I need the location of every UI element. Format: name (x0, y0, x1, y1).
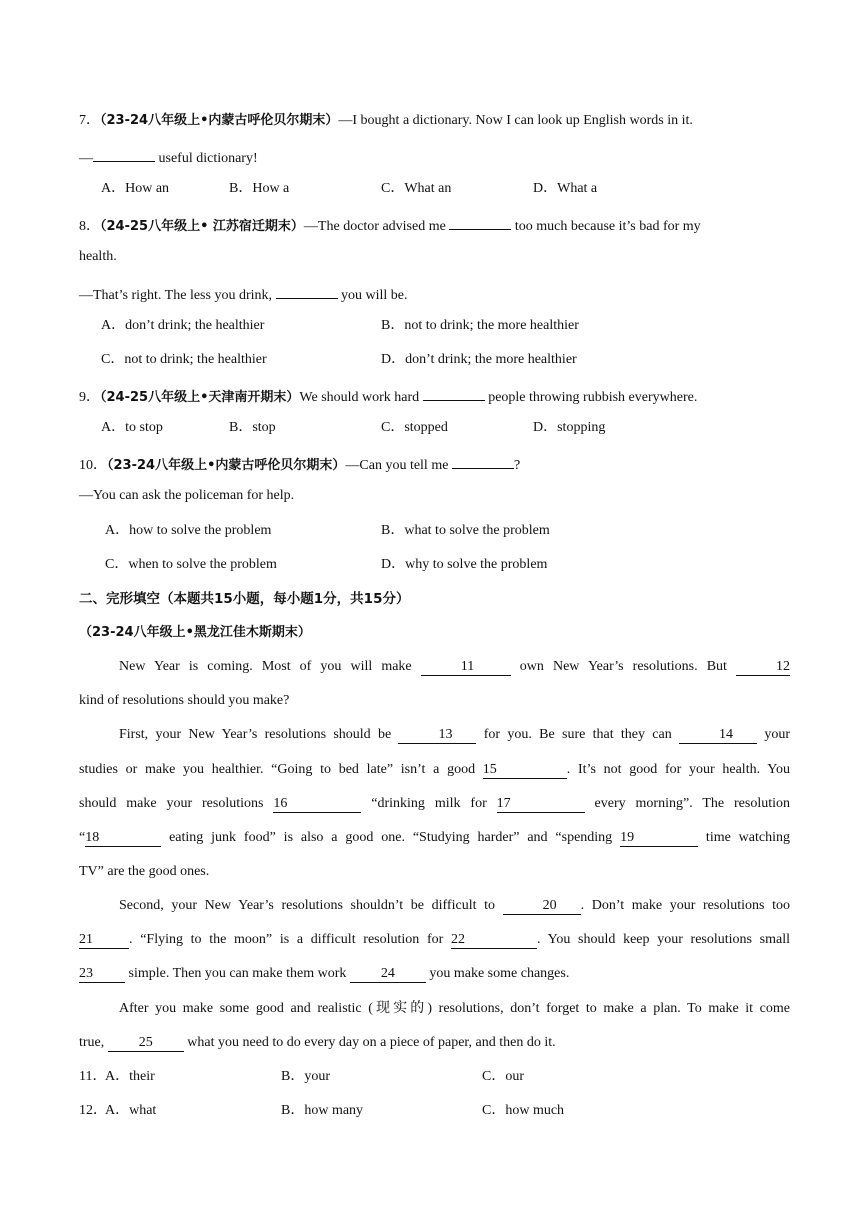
passage-line: kind of resolutions should you make? (79, 693, 290, 708)
q10-stem (79, 451, 790, 473)
q11-option-b[interactable]: B．your (281, 1069, 330, 1084)
passage-line (79, 1032, 790, 1054)
q10-source: （23-24八年级上•内蒙古呼伦贝尔期末） (107, 458, 346, 473)
passage-text: simple. Then you can make them work (125, 966, 350, 981)
passage-line (79, 929, 790, 951)
passage-text: own New Year’s resolutions. But (510, 659, 736, 674)
q10-stem-text: —Can you tell me (345, 458, 452, 473)
passage-text: should make your resolutions (79, 796, 274, 811)
q8-option-d[interactable]: D．don’t drink; the more healthier (381, 352, 577, 367)
blank-25[interactable]: 25 (108, 1034, 184, 1052)
q7-option-a[interactable]: A．How an (101, 181, 170, 196)
q8-number: 8． (79, 219, 100, 234)
blank-13[interactable]: 13 (398, 726, 476, 744)
blank-12[interactable]: 12 (736, 658, 790, 676)
q11-option-a[interactable]: A．their (105, 1069, 155, 1084)
passage-text: your (757, 727, 790, 742)
passage-text: “ (79, 830, 86, 845)
blank-17[interactable]: 17 (497, 795, 585, 813)
blank-20[interactable]: 20 (503, 897, 581, 915)
passage-text: . Don’t make your resolutions too (580, 898, 790, 913)
q12-option-c[interactable]: C．how much (482, 1103, 565, 1118)
q9-option-d[interactable]: D．stopping (533, 420, 606, 435)
q7-stem-line2 (79, 144, 790, 166)
q8-stem-text2: too much because it’s bad for my (511, 219, 701, 234)
q8-option-b[interactable]: B．not to drink; the more healthier (381, 318, 579, 333)
passage-text: . It’s not good for your health. You (566, 762, 790, 777)
section-heading: 二、完形填空（本题共15小题，每小题1分，共15分） (79, 591, 410, 607)
blank-14[interactable]: 14 (679, 726, 757, 744)
blank-22[interactable]: 22 (451, 931, 537, 949)
passage-line (79, 963, 790, 985)
q7-answer-blank[interactable] (93, 144, 155, 162)
passage-source: （23-24八年级上•黑龙江佳木斯期末） (79, 625, 311, 640)
q8-answer-blank2[interactable] (276, 281, 338, 299)
q10-answer-blank[interactable] (452, 451, 514, 469)
passage-line (79, 656, 790, 678)
passage-text: studies or make you healthier. “Going to bed late” isn’t a good (79, 762, 483, 777)
passage-text: every morning”. The resolution (584, 796, 790, 811)
q7-number: 7． (79, 113, 100, 128)
passage-line (79, 724, 790, 746)
passage-text: true, (79, 1035, 108, 1050)
blank-21[interactable]: 21 (79, 931, 129, 949)
q10-option-c[interactable]: C．when to solve the problem (105, 557, 277, 572)
passage-text: First, your New Year’s resolutions should be (119, 727, 399, 742)
passage-line (79, 793, 790, 815)
q8-reply-text: —That’s right. The less you drink, (79, 288, 276, 303)
q8-option-a[interactable]: A．don’t drink; the healthier (101, 318, 265, 333)
passage-line: After you make some good and realistic (现实的) resolutions, don’t forget to make a plan. To make it come (119, 1001, 790, 1016)
passage-text: “drinking milk for (361, 796, 497, 811)
q8-source: （24-25八年级上• 江苏宿迁期末） (100, 219, 304, 234)
q8-stem (79, 212, 790, 234)
passage-text: . “Flying to the moon” is a difficult resolution for (129, 932, 451, 947)
passage-line (79, 827, 790, 849)
passage-text: time watching (698, 830, 791, 845)
passage-text: New Year is coming. Most of you will make (119, 659, 421, 674)
q10-number: 10． (79, 458, 107, 473)
blank-18[interactable]: 18 (85, 829, 161, 847)
passage-line: TV” are the good ones. (79, 864, 210, 879)
q12-number: 12． (79, 1103, 107, 1118)
passage-line (79, 759, 790, 781)
q9-option-b[interactable]: B．stop (229, 420, 276, 435)
passage-text: . You should keep your resolutions small (536, 932, 791, 947)
blank-23[interactable]: 23 (79, 965, 125, 983)
passage-text: you make some changes. (425, 966, 570, 981)
q7-option-d[interactable]: D．What a (533, 181, 598, 196)
q10-option-b[interactable]: B．what to solve the problem (381, 523, 550, 538)
q9-option-c[interactable]: C．stopped (381, 420, 448, 435)
passage-text: what you need to do every day on a piece of paper, and then do it. (183, 1035, 556, 1050)
q10-option-d[interactable]: D．why to solve the problem (381, 557, 548, 572)
q10-option-a[interactable]: A．how to solve the problem (105, 523, 272, 538)
q7-option-b[interactable]: B．How a (229, 181, 290, 196)
q12-option-a[interactable]: A．what (105, 1103, 157, 1118)
q7-stem (79, 110, 790, 132)
q10-stem-text2: ? (513, 458, 521, 473)
blank-24[interactable]: 24 (350, 965, 426, 983)
q8-stem-line3 (79, 281, 790, 303)
q8-answer-blank[interactable] (449, 212, 511, 230)
q12-option-b[interactable]: B．how many (281, 1103, 364, 1118)
q7-dash: — (79, 151, 93, 166)
blank-16[interactable]: 16 (273, 795, 361, 813)
passage-text: for you. Be sure that they can (476, 727, 680, 742)
q11-option-c[interactable]: C．our (482, 1069, 524, 1084)
q7-stem-text2: useful dictionary! (155, 151, 258, 166)
q9-number: 9． (79, 390, 100, 405)
q9-source: （24-25八年级上•天津南开期末） (100, 390, 300, 405)
passage-line (79, 895, 790, 917)
q11-number: 11． (79, 1069, 107, 1084)
q7-source: （23-24八年级上•内蒙古呼伦贝尔期末） (100, 113, 339, 128)
q8-stem-text: —The doctor advised me (303, 219, 450, 234)
blank-19[interactable]: 19 (620, 829, 698, 847)
q7-stem-text: —I bought a dictionary. Now I can look up English words in it. (338, 113, 693, 128)
q10-stem-line2: —You can ask the policeman for help. (79, 488, 295, 503)
passage-text: eating junk food” is also a good one. “Studying harder” and “spending (161, 830, 621, 845)
blank-11[interactable]: 11 (421, 658, 511, 676)
q8-reply-text2: you will be. (337, 288, 408, 303)
q9-answer-blank[interactable] (423, 383, 485, 401)
blank-15[interactable]: 15 (483, 761, 567, 779)
q9-stem (79, 383, 790, 405)
q7-option-c[interactable]: C．What an (381, 181, 452, 196)
q9-stem-text2: people throwing rubbish everywhere. (484, 390, 698, 405)
q8-option-c[interactable]: C．not to drink; the healthier (101, 352, 267, 367)
passage-text: Second, your New Year’s resolutions shouldn’t be difficult to (119, 898, 503, 913)
q8-stem-line2: health. (79, 249, 117, 264)
q9-option-a[interactable]: A．to stop (101, 420, 163, 435)
q9-stem-text: We should work hard (299, 390, 423, 405)
